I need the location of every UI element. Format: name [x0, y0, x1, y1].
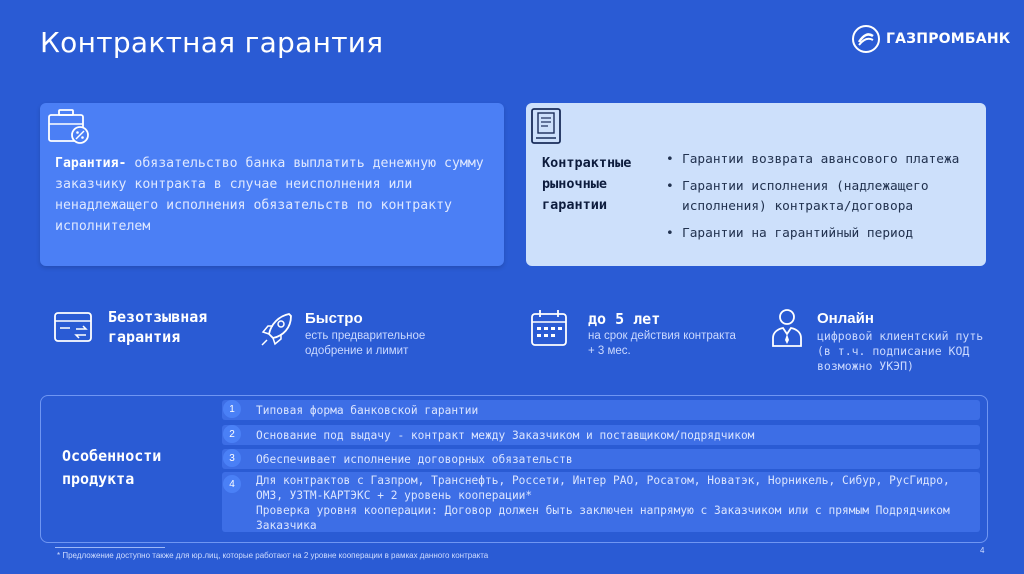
market-label-line: гарантии — [542, 197, 608, 213]
feature-term-sub: на срок действия контракта + 3 мес. — [588, 330, 736, 357]
product-item: Основание под выдачу - контракт между Заказчиком и поставщиком/подрядчиком — [256, 429, 755, 442]
page-number: 4 — [980, 546, 985, 555]
brand-name: ГАЗПРОМБАНК — [886, 31, 1011, 47]
market-list-item: • Гарантии на гарантийный период — [666, 224, 978, 245]
market-list — [666, 150, 978, 250]
footnote-divider — [55, 547, 165, 548]
market-label — [542, 153, 631, 216]
card-exchange-icon — [52, 309, 96, 347]
step-number: 2 — [223, 425, 241, 443]
feature-term-title: до 5 лет — [588, 310, 661, 328]
rocket-icon — [259, 310, 295, 348]
page-title: Контрактная гарантия — [40, 26, 384, 59]
market-list-item: • Гарантии исполнения (надлежащего исполнения) контракта/договора — [666, 177, 978, 218]
product-item: Для контрактов с Газпром, Транснефть, Россети, Интер РАО, Росатом, Новатэк, Норникель, Сибур, РусГидро, ОМЗ, УЗТМ-КАРТЭКС + 2 уровень кооперации* — [256, 474, 950, 502]
definition-term: Гарантия- — [55, 156, 127, 171]
feature-online-title: Онлайн — [817, 310, 874, 327]
product-note: Проверка уровня кооперации: Договор должен быть заключен напрямую с Заказчиком или с прямым Подрядчиком Заказчика — [256, 504, 950, 532]
market-label-line: рыночные — [542, 176, 608, 192]
step-number: 1 — [223, 400, 241, 418]
calendar-icon — [529, 308, 569, 348]
document-icon — [528, 106, 566, 146]
footnote: * Предложение доступно также для юр.лиц, которые работают на 2 уровне кооперации в рамках данного контракта — [57, 551, 489, 560]
feature-online-sub: цифровой клиентский путь (в т.ч. подписание КОД возможно УКЭП) — [817, 329, 984, 373]
product-item: Обеспечивает исполнение договорных обязательств — [256, 453, 573, 466]
product-label — [62, 445, 161, 491]
definition-text: обязательство банка выплатить денежную сумму заказчику контракта в случае неисполнения или ненадлежащего исполнения обязательств по контракту исполнителем — [55, 156, 484, 234]
user-tie-icon — [770, 306, 804, 348]
feature-fast-sub: есть предварительное одобрение и лимит — [305, 330, 426, 357]
market-list-item: • Гарантии возврата авансового платежа — [666, 150, 978, 171]
feature-irrevocable-title: Безотзывная гарантия — [108, 308, 208, 346]
feature-fast-title: Быстро — [305, 310, 363, 327]
product-item: Типовая форма банковской гарантии — [256, 404, 479, 417]
gazprombank-logo-icon — [852, 25, 880, 53]
product-label-line: продукта — [62, 470, 135, 488]
step-number: 4 — [223, 475, 241, 493]
briefcase-percent-icon — [47, 107, 91, 147]
step-number: 3 — [223, 449, 241, 467]
brand-logo — [852, 25, 1010, 53]
market-label-line: Контрактные — [542, 155, 632, 171]
product-label-line: Особенности — [62, 447, 162, 465]
guarantee-definition — [55, 153, 500, 237]
